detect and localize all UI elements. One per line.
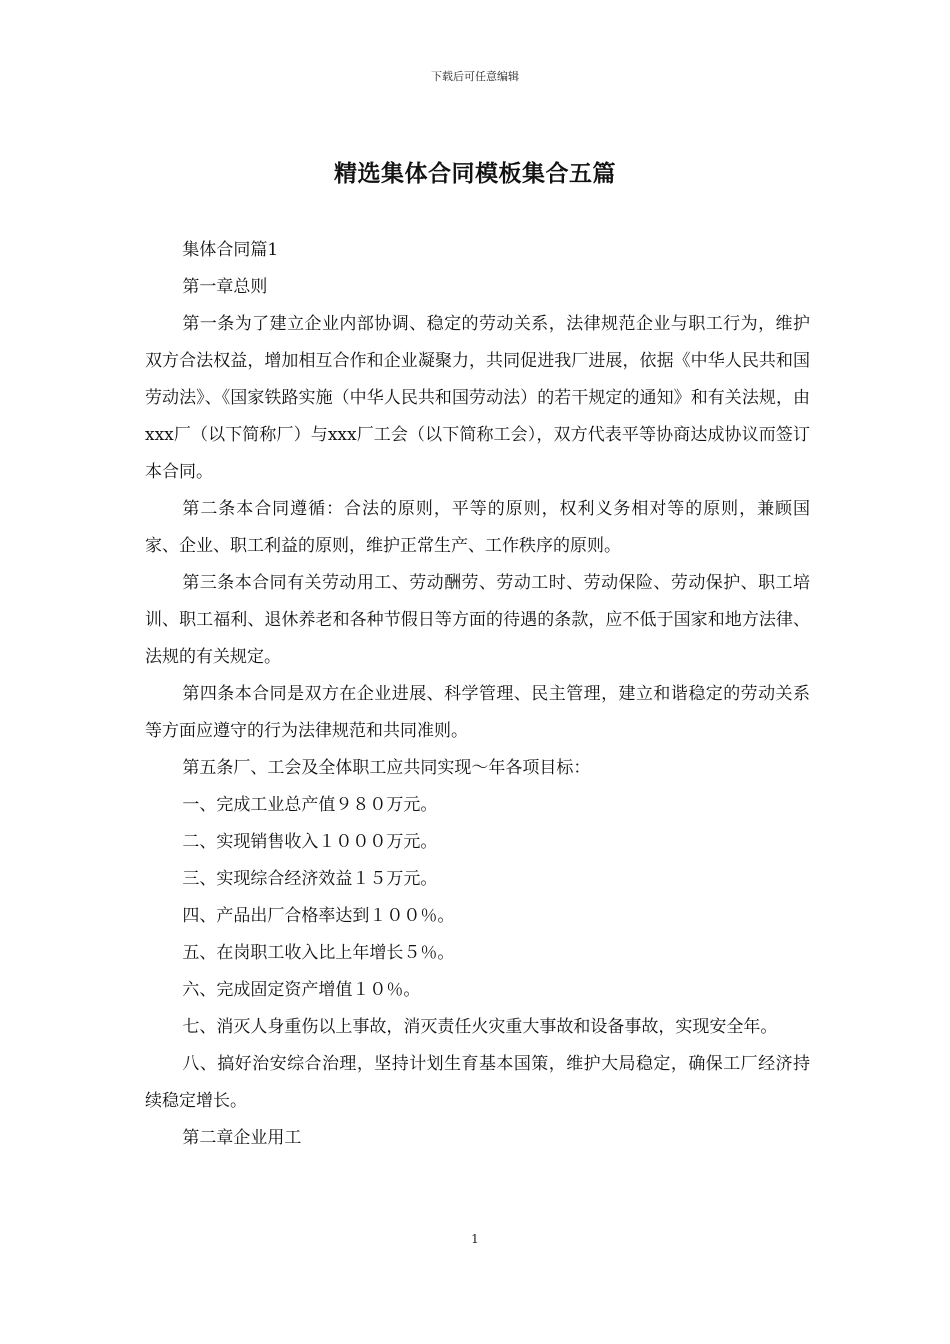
goal-item: 六、完成固定资产增值１０％。 [182, 980, 421, 1000]
goal-item: 四、产品出厂合格率达到１００％。 [182, 906, 455, 926]
page-number: 1 [471, 1232, 479, 1246]
document-body [145, 232, 810, 1157]
goal-item: 二、实现销售收入１０００万元。 [182, 832, 438, 852]
chapter-heading: 第一章总则 [182, 277, 268, 297]
article-paragraph: 第四条本合同是双方在企业进展、科学管理、民主管理，建立和谐稳定的劳动关系等方面应遵守的行为法律规范和共同准则。 [145, 684, 810, 741]
article-paragraph: 第一条为了建立企业内部协调、稳定的劳动关系，法律规范企业与职工行为，维护双方合法权益，增加相互合作和企业凝聚力，共同促进我厂进展，依据《中华人民共和国劳动法》、《国家铁路实施（中华人民共和国劳动法）的若干规定的通知》和有关法规，由xxx厂（以下简称厂）与xxx厂工会（以下简称工会），双方代表平等协商达成协议而签订本合同。 [145, 314, 810, 482]
article-paragraph: 第三条本合同有关劳动用工、劳动酬劳、劳动工时、劳动保险、劳动保护、职工培训、职工福利、退休养老和各种节假日等方面的待遇的条款，应不低于国家和地方法律、法规的有关规定。 [145, 573, 810, 667]
article-paragraph: 第五条厂、工会及全体职工应共同实现～年各项目标： [182, 758, 591, 778]
section-heading: 集体合同篇1 [182, 240, 279, 260]
article-paragraph: 第二条本合同遵循：合法的原则，平等的原则，权利义务相对等的原则，兼顾国家、企业、职工利益的原则，维护正常生产、工作秩序的原则。 [145, 499, 810, 556]
chapter-heading: 第二章企业用工 [182, 1128, 302, 1148]
header-note: 下载后可任意编辑 [431, 70, 519, 83]
goal-item: 七、消灭人身重伤以上事故，消灭责任火灾重大事故和设备事故，实现安全年。 [182, 1017, 778, 1037]
goal-item: 一、完成工业总产值９８０万元。 [182, 795, 438, 815]
goal-item: 八、搞好治安综合治理，坚持计划生育基本国策，维护大局稳定，确保工厂经济持续稳定增长。 [145, 1054, 810, 1111]
goal-item: 五、在岗职工收入比上年增长５％。 [182, 943, 455, 963]
document-title: 精选集体合同模板集合五篇 [334, 161, 616, 187]
goal-item: 三、实现综合经济效益１５万元。 [182, 869, 438, 889]
